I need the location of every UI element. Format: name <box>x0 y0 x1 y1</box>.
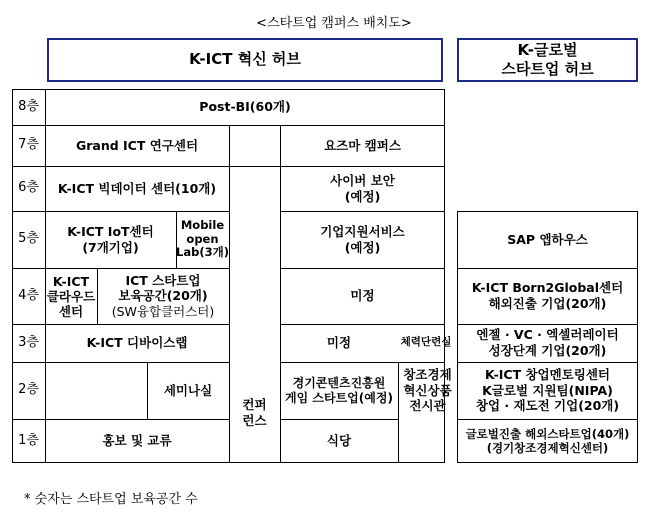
room-sap-app-haus: SAP 앱하우스 <box>507 231 588 247</box>
room-angel-vc-accelerator <box>457 324 638 362</box>
showroom-line3: 전시관 <box>409 398 446 414</box>
global-startups-line1: 글로벌진출 해외스타트업(40개) <box>465 426 630 441</box>
floor-label-2: 2층 <box>18 382 39 398</box>
room-ict-startup-space <box>97 268 229 324</box>
room-fitness: 체력단련실 <box>400 336 452 349</box>
born2global-line2: 해외진출 기업(20개) <box>488 296 607 311</box>
room-iot-center <box>45 211 176 268</box>
floor-label-1: 1층 <box>18 432 39 448</box>
room-seminar: 세미나실 <box>163 382 213 398</box>
room-business-support <box>280 211 445 268</box>
floor-label-7: 7층 <box>18 137 39 153</box>
business-support-line1: 기업지원서비스 <box>320 223 405 239</box>
k-global-hub-line2: 스타트업 허브 <box>501 60 594 78</box>
business-support-line2: (예정) <box>344 239 381 255</box>
k-global-startup-hub-header <box>457 38 638 82</box>
gyeonggi-content-line2: 게임 스타트업(예정) <box>285 390 393 405</box>
room-born2global <box>457 268 638 324</box>
cyber-security-line2: (예정) <box>344 188 381 204</box>
ict-startup-line3: (SW융합클러스터) <box>111 303 215 319</box>
room-bigdata-center: K-ICT 빅데이터 센터(10개) <box>57 180 217 196</box>
footnote: * 숫자는 스타트업 보육공간 수 <box>24 492 198 507</box>
room-grand-ict: Grand ICT 연구센터 <box>75 137 199 153</box>
room-3f-undecided: 미정 <box>326 335 352 351</box>
cloud-center-line3: 센터 <box>58 303 84 319</box>
iot-center-line1: K-ICT IoT센터 <box>67 223 154 239</box>
room-post-bi: Post-BI(60개) <box>199 99 291 115</box>
room-creative-economy-showroom <box>398 362 457 463</box>
conference-line2: 런스 <box>242 412 267 428</box>
room-pr-exchange: 홍보 및 교류 <box>102 433 172 449</box>
cloud-center-line2: 클라우드 <box>46 288 96 304</box>
mentoring-line2: K글로벌 지원팀(NIPA) <box>482 382 613 398</box>
showroom-line2: 혁신상품 <box>403 382 452 398</box>
floor-label-4: 4층 <box>18 287 39 303</box>
floor-label-8: 8층 <box>18 98 39 114</box>
room-conference <box>229 362 280 463</box>
angel-vc-line2: 성장단계 기업(20개) <box>488 343 607 358</box>
conference-line1: 컨퍼 <box>242 396 267 412</box>
ict-startup-line1: ICT 스타트업 <box>125 272 201 288</box>
room-mobile-open-lab <box>176 211 229 268</box>
mentoring-line3: 창업 · 재도전 기업(20개) <box>475 398 620 414</box>
gyeonggi-content-line1: 경기콘텐츠진흥원 <box>292 375 386 390</box>
room-cyber-security <box>280 166 445 211</box>
mentoring-line1: K-ICT 창업멘토링센터 <box>484 367 610 383</box>
room-cafeteria: 식당 <box>326 433 352 449</box>
kict-innovation-hub-label: K-ICT 혁신 허브 <box>189 50 301 69</box>
room-yozma-campus: 요즈마 캠퍼스 <box>324 137 401 153</box>
mobile-lab-line3: Lab(3개) <box>176 245 229 260</box>
room-4f-undecided: 미정 <box>350 288 375 304</box>
global-startups-line2: (경기창조경제혁신센터) <box>486 441 609 455</box>
born2global-line1: K-ICT Born2Global센터 <box>471 280 624 296</box>
room-mentoring-center <box>457 362 638 419</box>
room-cloud-center <box>45 268 97 324</box>
room-device-lab: K-ICT 디바이스랩 <box>86 335 188 351</box>
floor-label-5: 5층 <box>18 231 39 247</box>
floor-label-6: 6층 <box>18 180 39 196</box>
room-global-startups <box>457 419 638 463</box>
iot-center-line2: (7개기업) <box>82 239 139 255</box>
kict-innovation-hub-header <box>47 38 443 82</box>
floor-label-3: 3층 <box>18 334 39 350</box>
showroom-line1: 창조경제 <box>403 367 452 383</box>
page-title: <스타트업 캠퍼스 배치도> <box>256 16 412 31</box>
mobile-lab-line1: Mobile <box>180 217 225 232</box>
room-gyeonggi-content <box>280 362 398 419</box>
cloud-center-line1: K-ICT <box>52 273 90 289</box>
cyber-security-line1: 사이버 보안 <box>330 172 395 188</box>
ict-startup-line2: 보육공간(20개) <box>118 288 208 304</box>
mobile-lab-line2: open <box>186 231 219 246</box>
angel-vc-line1: 엔젤 · VC · 엑셀러레이터 <box>476 327 619 343</box>
k-global-hub-line1: K-글로벌 <box>517 40 578 59</box>
